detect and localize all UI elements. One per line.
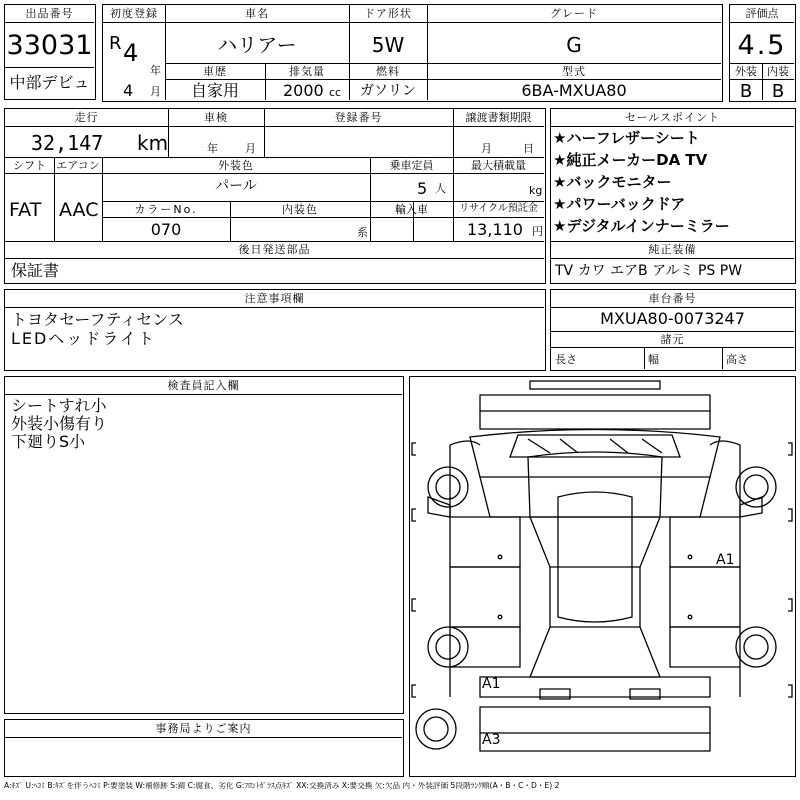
legend: A:ｷｽﾞ U:ﾍｺﾐ B:ｷｽﾞを伴うﾍｺﾐ P:要塗装 W:補修跡 S:錆 C:腐食、劣化 G:ﾌﾛﾝﾄｶﾞﾗｽ点ｷｽﾞ XX:交換済み X:要交換 欠:欠品 内・外装評価 5段階ﾗﾝｸ順(A・B・C・D・E) 2 — [4, 782, 560, 790]
reg-year: 4 — [123, 39, 139, 67]
ext-color: パール — [215, 178, 257, 194]
car-diagram — [410, 377, 794, 775]
market-tag: 中部デビュ — [9, 73, 90, 92]
lot-number-box — [4, 4, 96, 100]
grade: G — [566, 33, 582, 57]
sales-point: ★ハーフレザーシート — [553, 129, 700, 147]
damage-mark: A1 — [716, 552, 735, 568]
transfer-label: 譲渡書類期限 — [465, 111, 532, 124]
chassis-box — [550, 289, 796, 371]
recycle-amount: 13,110 — [467, 220, 523, 239]
capacity-unit: 人 — [435, 182, 446, 195]
reg-month: 4 — [123, 81, 134, 100]
door-label: ドア形状 — [364, 7, 412, 20]
note-line: トヨタセーフティセンス — [11, 310, 184, 329]
sales-point: ★パワーバックドア — [553, 195, 686, 213]
recycle-label: リサイクル預託金 — [459, 203, 538, 214]
details-box — [4, 108, 546, 284]
import-label: 輸入車 — [395, 203, 428, 216]
ac: AAC — [59, 199, 99, 221]
dims-label: 諸元 — [660, 333, 685, 346]
office-label: 事務局よりご案内 — [155, 722, 252, 735]
recycle-unit: 円 — [532, 225, 543, 238]
mileage-label: 走行 — [74, 111, 99, 124]
model-label: 型式 — [562, 65, 586, 78]
car-name-label: 車名 — [245, 7, 269, 20]
year-unit: 年 — [150, 64, 161, 77]
car-diagram-box — [409, 376, 796, 777]
capacity: 5 — [417, 179, 428, 198]
color-no-label: カラーNo. — [134, 203, 198, 216]
mileage-unit: km — [137, 131, 169, 155]
equipment-value: TV カワ エアB アルミ PS PW — [555, 263, 743, 279]
month-unit: 月 — [150, 85, 161, 98]
ext-score: B — [739, 81, 753, 102]
header-main — [102, 4, 723, 102]
inspection-year-unit: 年 — [207, 142, 218, 155]
later-parts: 保証書 — [11, 261, 60, 280]
sales-points-box — [550, 108, 796, 284]
lot-number: 33031 — [6, 30, 93, 61]
max-load-unit: kg — [529, 184, 543, 197]
damage-mark: A1 — [482, 676, 501, 692]
sales-point: ★デジタルインナーミラー — [553, 217, 730, 235]
inspector-line: 下廻りS小 — [11, 432, 86, 451]
sales-point: ★純正メーカーDA TV — [553, 151, 708, 169]
grade-label: グレード — [550, 7, 598, 20]
transfer-month-unit: 月 — [481, 142, 492, 155]
model: 6BA-MXUA80 — [521, 81, 627, 100]
mileage: 32,147 — [31, 131, 104, 155]
score: 4.5 — [737, 30, 787, 61]
office-box — [4, 719, 404, 777]
sales-point: ★バックモニター — [553, 173, 672, 191]
capacity-label: 乗車定員 — [389, 159, 434, 172]
displacement-unit: cc — [329, 86, 342, 99]
ac-label: エアコン — [56, 159, 100, 172]
inspector-box — [4, 376, 404, 714]
displacement: 2000 — [283, 81, 324, 100]
inspector-line: シートすれ小 — [11, 396, 107, 415]
ext-score-label: 外装 — [735, 65, 757, 78]
max-load-label: 最大積載量 — [471, 159, 526, 172]
shift-label: シフト — [13, 159, 46, 172]
fuel: ガソリン — [360, 83, 416, 99]
int-color-unit: 系 — [357, 226, 368, 239]
notes-label: 注意事項欄 — [244, 292, 305, 305]
width-label: 幅 — [648, 353, 659, 366]
inspection-month-unit: 月 — [245, 142, 256, 155]
transfer-day-unit: 日 — [523, 142, 534, 155]
chassis-number: MXUA80-0073247 — [600, 309, 745, 328]
history: 自家用 — [190, 81, 239, 100]
notes-box — [4, 289, 546, 371]
ext-color-label: 外装色 — [218, 159, 254, 172]
fuel-label: 燃料 — [376, 65, 400, 78]
note-line: LEDヘッドライト — [11, 329, 156, 348]
score-box — [729, 4, 796, 102]
reg-no-label: 登録番号 — [334, 111, 383, 124]
history-label: 車歴 — [203, 65, 227, 78]
length-label: 長さ — [555, 353, 577, 366]
chassis-label: 車台番号 — [648, 292, 697, 305]
door-type: 5W — [371, 33, 405, 57]
car-name: ハリアー — [217, 33, 297, 57]
inspection-label: 車検 — [204, 111, 228, 124]
shift: FAT — [9, 199, 42, 221]
int-color-label: 内装色 — [282, 203, 318, 216]
int-score: B — [771, 81, 785, 102]
damage-mark: A3 — [482, 732, 501, 748]
inspector-line: 外装小傷有り — [11, 414, 108, 433]
sales-points-label: セールスポイント — [624, 111, 720, 124]
lot-number-label: 出品番号 — [25, 7, 74, 20]
score-label: 評価点 — [745, 7, 779, 20]
color-no: 070 — [150, 220, 182, 239]
equipment-label: 純正装備 — [648, 243, 697, 256]
int-score-label: 内装 — [767, 65, 789, 78]
displacement-label: 排気量 — [289, 65, 325, 78]
era: R — [109, 33, 122, 54]
height-label: 高さ — [726, 353, 748, 366]
first-reg-label: 初度登録 — [110, 7, 158, 20]
inspector-label: 検査員記入欄 — [167, 379, 240, 392]
sales-points-list — [553, 131, 730, 241]
later-parts-label: 後日発送部品 — [238, 243, 311, 256]
